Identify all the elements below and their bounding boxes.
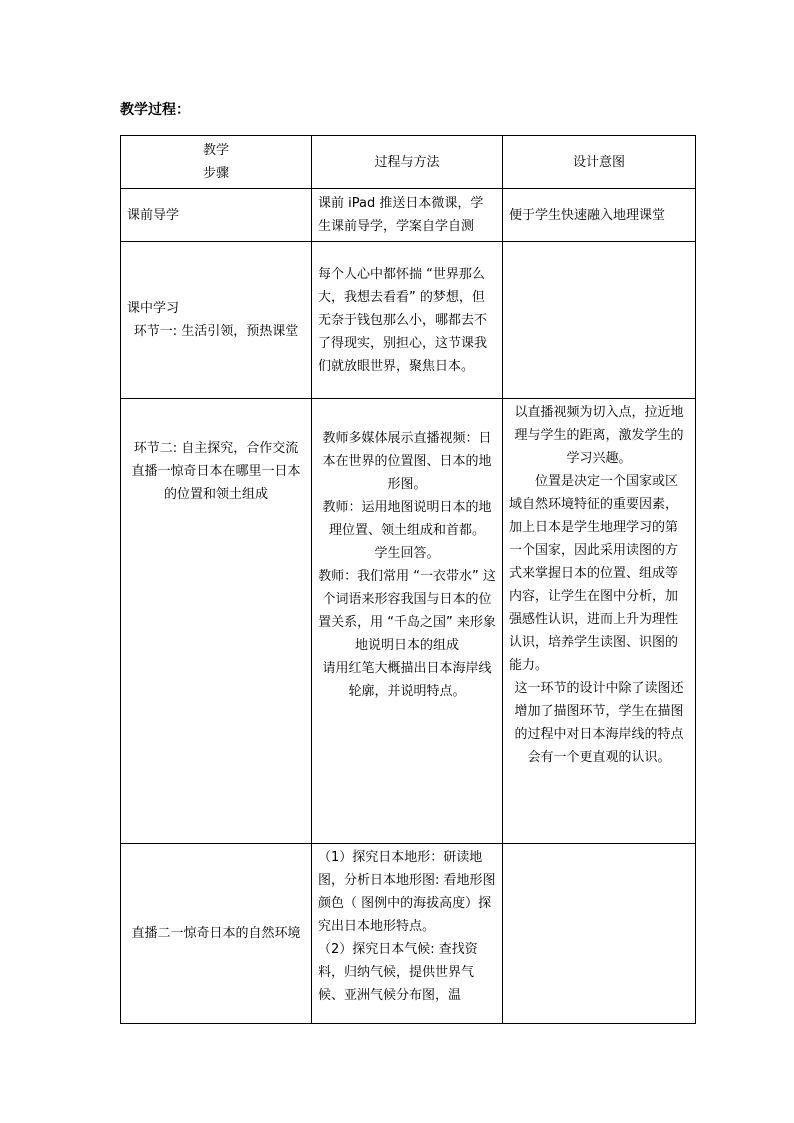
step-text: 环节一: 生活引领，预热课堂 xyxy=(133,324,299,339)
table-row xyxy=(121,399,696,844)
intent-cell xyxy=(503,399,696,844)
step-cell xyxy=(121,242,312,399)
step-text: 课中学习 xyxy=(127,301,180,316)
header-step-line: 步骤 xyxy=(202,166,229,181)
table-row xyxy=(121,189,696,242)
table-row xyxy=(121,844,696,1024)
teaching-process-table xyxy=(120,135,696,1024)
step-text: 直播二一惊奇日本的自然环境 xyxy=(131,926,301,941)
method-text: 请用红笔大概描出日本海岸线轮廓，并说明特点。 xyxy=(322,661,492,699)
method-text: 学生回答。 xyxy=(374,546,440,561)
step-cell xyxy=(121,844,312,1024)
method-text: 教师多媒体展示直播视频：日本在世界的位置图、日本的地形图。 xyxy=(322,431,492,492)
method-text: 教师：运用地图说明日本的地理位置、领土组成和首都。 xyxy=(322,500,492,538)
method-text: 课前 iPad 推送日本微课，学生课前导学，学案自学自测 xyxy=(318,196,484,234)
page-heading: 教学过程： xyxy=(120,102,190,118)
method-cell xyxy=(312,189,503,242)
intent-text: 以直播视频为切入点，拉近地理与学生的距离，激发学生的学习兴趣。 xyxy=(514,405,684,466)
header-method: 过程与方法 xyxy=(312,136,503,189)
step-text: 环节二: 自主探究，合作交流 xyxy=(133,441,299,456)
intent-text: 便于学生快速融入地理课堂 xyxy=(509,207,666,223)
method-text: 每个人心中都怀揣 “世界那么大，我想去看看” 的梦想，但无奈于钱包那么小，哪都去不了得现实，别担心，这节课我们就放眼世界，聚焦日本。 xyxy=(318,266,488,374)
step-cell xyxy=(121,399,312,844)
header-step xyxy=(121,136,312,189)
method-cell xyxy=(312,399,503,844)
intent-cell xyxy=(503,242,696,399)
method-text: （1）探究日本地形：研读地图，分析日本地形图: 看地形图颜色（ 图例中的海拔高度）探究出日本地形特点。 xyxy=(318,850,496,934)
step-text: 直播一惊奇日本在哪里一日本的位置和领土组成 xyxy=(131,464,301,502)
step-cell xyxy=(121,189,312,242)
intent-cell xyxy=(503,189,696,242)
step-text: 课前导学 xyxy=(127,207,180,223)
table-row xyxy=(121,242,696,399)
header-intent: 设计意图 xyxy=(503,136,696,189)
header-step-line: 教学 xyxy=(202,143,229,158)
method-cell xyxy=(312,844,503,1024)
table-header-row xyxy=(121,136,696,189)
intent-cell xyxy=(503,844,696,1024)
intent-text: 这一环节的设计中除了读图还增加了描图环节，学生在描图的过程中对日本海岸线的特点会有一个更直观的认识。 xyxy=(514,681,684,765)
method-text: （2）探究日本气候: 查找资料，归纳气候，提供世界气候、亚洲气候分布图，温 xyxy=(318,942,478,1003)
method-cell xyxy=(312,242,503,399)
method-text: 教师：我们常用 “一衣带水” 这个词语来形容我国与日本的位置关系，用 “千岛之国” 来形象地说明日本的组成 xyxy=(318,569,496,653)
intent-text: 位置是决定一个国家或区域自然环境特征的重要因素，加上日本是学生地理学习的第一个国家，因此采用读图的方式来掌握日本的位置、组成等内容，让学生在图中分析，加强感性认识，进而上升为理性认识，培养学生读图、识图的能力。 xyxy=(509,474,679,673)
